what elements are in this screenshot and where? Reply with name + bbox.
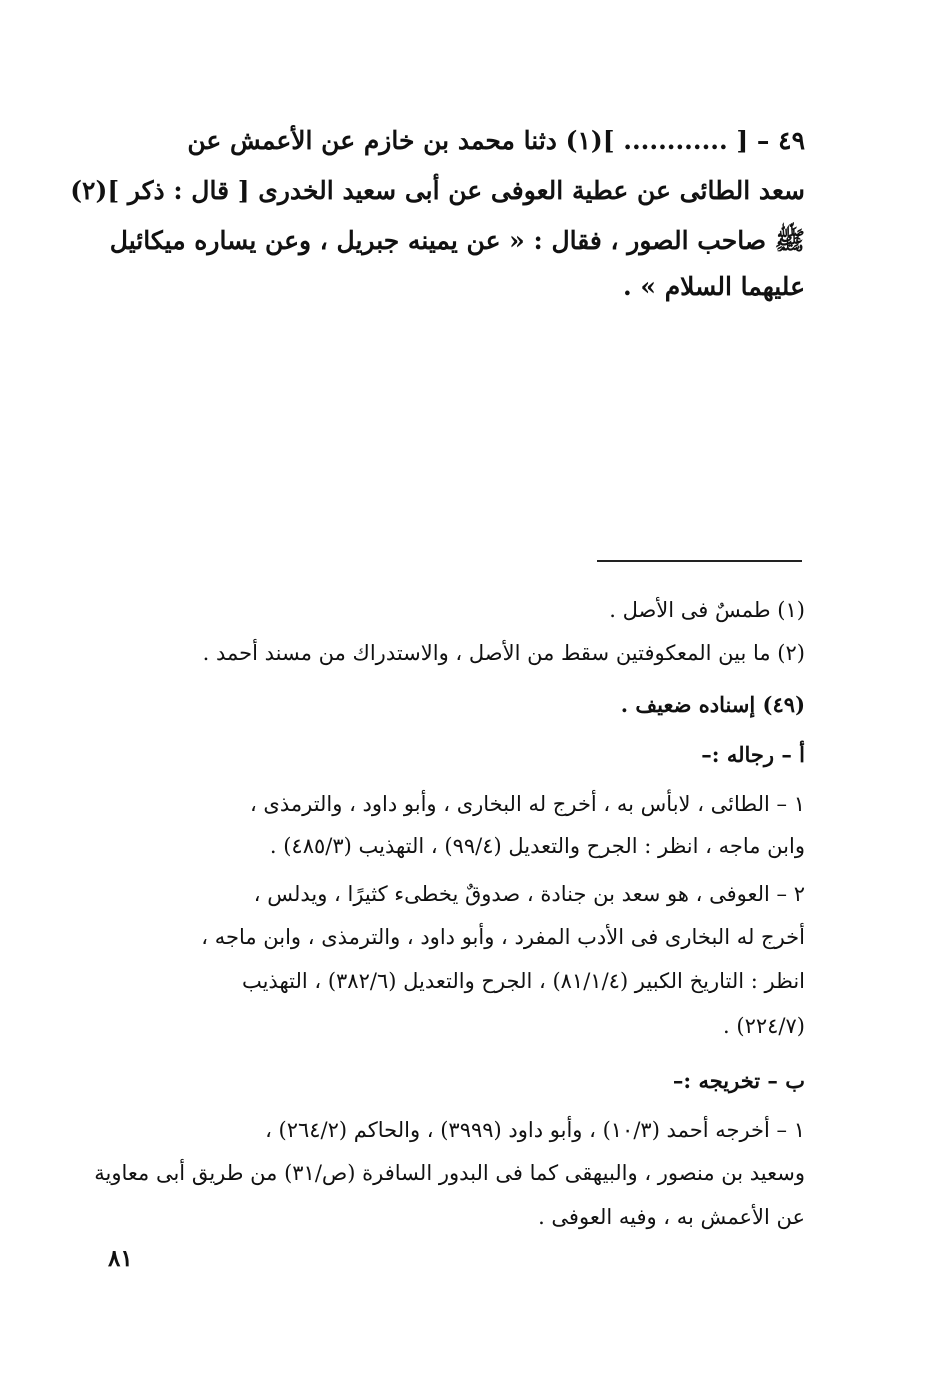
rijal-line: (٢٢٤/٧) .: [723, 1014, 805, 1038]
rijal-line: ١ – الطائى ، لابأس به ، أخرج له البخارى ، وأبو داود ، والترمذى ،: [249, 792, 805, 816]
rijal-line: ٢ – العوفى ، هو سعد بن جنادة ، صدوقٌ يخطىء كثيرًا ، ويدلس ،: [253, 882, 805, 906]
hadith-line: سعد الطائى عن عطية العوفى عن أبى سعيد الخدرى [ قال : ذكر ](٢): [70, 176, 805, 205]
page-number: ٨١: [108, 1245, 133, 1272]
rijal-line: انظر : التاريخ الكبير (٨١/١/٤) ، الجرح والتعديل (٣٨٢/٦) ، التهذيب: [241, 969, 805, 993]
hadith-line: ﷺ صاحب الصور ، فقال : « عن يمينه جبريل ، وعن يساره ميكائيل: [109, 226, 805, 255]
rijal-line: وابن ماجه ، انظر : الجرح والتعديل (٩٩/٤) ، التهذيب (٤٨٥/٣) .: [269, 834, 805, 858]
takhrij-line: عن الأعمش به ، وفيه العوفى .: [538, 1205, 805, 1229]
footnote-separator: [597, 560, 802, 562]
footnote-1: (١) طمسٌ فى الأصل .: [609, 598, 805, 622]
rijal-heading: أ – رجاله :–: [701, 742, 805, 767]
isnad-grade: (٤٩) إسناده ضعيف .: [620, 692, 805, 717]
takhrij-line: ١ – أخرجه أحمد (١٠/٣) ، وأبو داود (٣٩٩٩) ، والحاكم (٢٦٤/٢) ،: [265, 1118, 805, 1142]
hadith-line: عليهما السلام » .: [622, 272, 805, 301]
takhrij-heading: ب – تخريجه :–: [672, 1068, 805, 1093]
rijal-line: أخرج له البخارى فى الأدب المفرد ، وأبو داود ، والترمذى ، وابن ماجه ،: [201, 925, 805, 949]
hadith-line: ٤٩ – [ ............ ](١) دثنا محمد بن خازم عن الأعمش عن: [187, 126, 805, 155]
footnote-2: (٢) ما بين المعكوفتين سقط من الأصل ، والاستدراك من مسند أحمد .: [202, 641, 805, 665]
takhrij-line: وسعيد بن منصور ، والبيهقى كما فى البدور السافرة (ص/٣١) من طريق أبى معاوية: [94, 1161, 805, 1185]
